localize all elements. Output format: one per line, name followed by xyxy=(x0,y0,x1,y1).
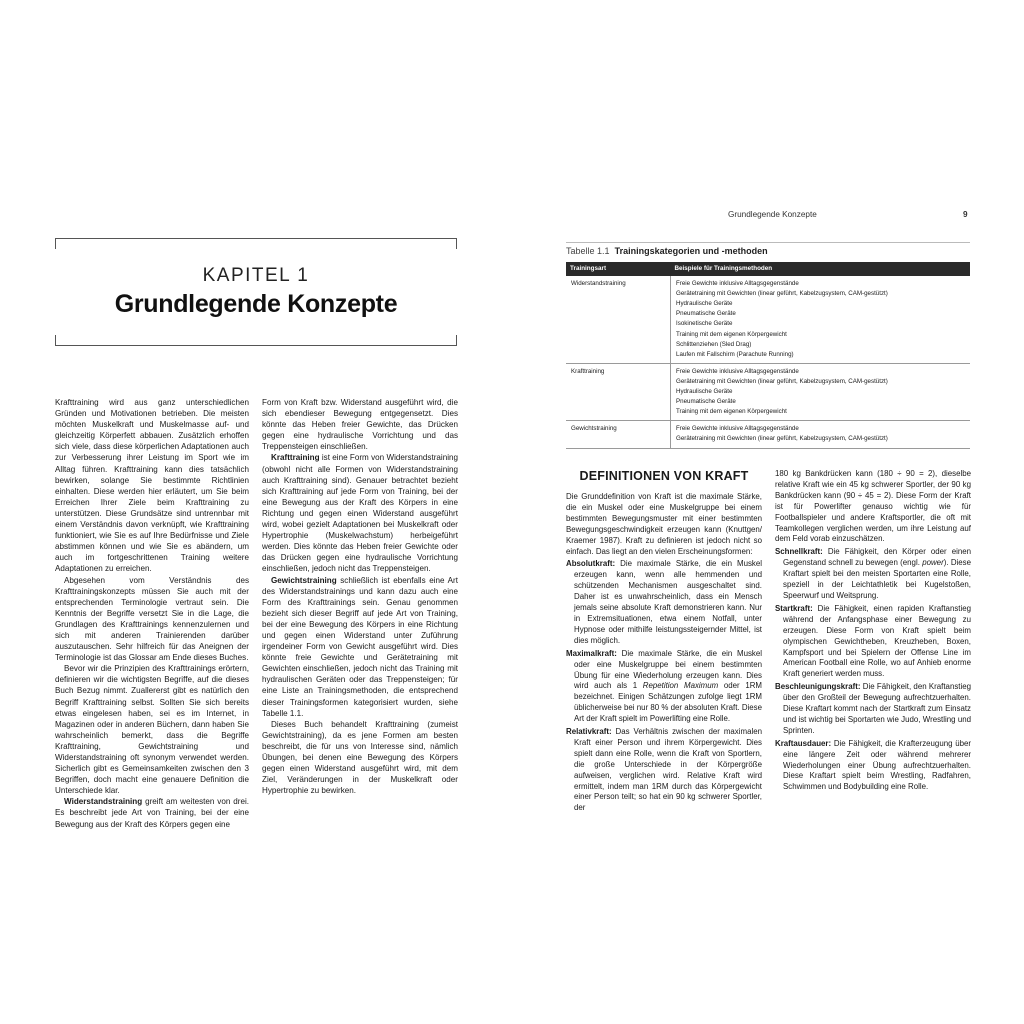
paragraph: Krafttraining wird aus ganz unterschiedlichen Gründen und Motivationen betrieben. Die meisten möchten Muskelkraft und Muskelmasse auf- und gleichzeitig Körperfett abbauen. Zusätzlich erhoffen sich viele, dass diese körperlichen Adaptationen auch zur Verbesserung ihrer Leistung im Sport wie im Alltag führen. Krafttraining kann dies tatsächlich bewirken, solange Sie bestimmte Richtlinien einhalten. Diese werden hier erläutert, um Sie beim Erreichen Ihrer Ziele beim Krafttraining zu unterstützen. Diese Grundsätze sind untrennbar mit einem Verständnis davon verknüpft, wie Krafttraining funktioniert, wie Sie es auf Ihre Bedürfnisse und Ziele abstimmen können und wie Sie es abändern, um auch im fortgeschrittenen Training weitere Adaptationen zu erreichen. xyxy=(55,398,249,574)
definition xyxy=(775,682,971,737)
term-text: Die Fähigkeit, die Krafterzeugung über eine längere Zeit oder während mehrerer Wiederholungen einer Übung aufrechtzuerhalten. Diese Kraftart spielt beim Wrestling, Radfahren, Schwimmen und Bodybuilding eine Rolle. xyxy=(783,738,971,792)
definition xyxy=(566,727,762,814)
term: Krafttraining xyxy=(271,453,320,463)
left-column-1 xyxy=(55,397,249,830)
chapter-title: Grundlegende Konzepte xyxy=(114,290,398,318)
table-row xyxy=(566,276,970,363)
definition-list xyxy=(566,559,762,814)
table-header-row xyxy=(566,262,970,276)
term: Maximalkraft: xyxy=(566,648,617,658)
example-item: Training mit dem eigenen Körpergewicht xyxy=(676,330,787,338)
definition xyxy=(775,739,971,794)
definition xyxy=(566,649,762,725)
table-cell-type: Widerstandstraining xyxy=(566,276,671,363)
definition xyxy=(775,604,971,680)
table-cell-examples xyxy=(671,363,971,420)
term: Schnellkraft: xyxy=(775,547,823,557)
term-text: Die Fähigkeit, einen rapiden Kraftanstieg während der Anfangsphase einer Bewegung zu erzeugen. Diese Form von Kraft spielt beim olympischen Gewichtheben, Kreuzheben, Boxen, Kampfsport und bei Spielern der Offense Line im American Football eine Rolle, wo auf Anhieb enorme Kraft generiert werden muss. xyxy=(783,603,971,679)
example-item: Laufen mit Fallschirm (Parachute Running) xyxy=(676,350,794,358)
paragraph xyxy=(262,575,458,719)
term-text: Die Fähigkeit, den Kraftanstieg über den Großteil der Bewegung aufrechtzuerhalten. Diese Kraftart kommt nach der Startkraft zum Einsatz und ist wichtig bei Sportarten wie Judo, Wrestling und Sprinten. xyxy=(783,682,971,735)
example-item: Isokinetische Geräte xyxy=(676,320,733,328)
table-header-cell: Trainingsart xyxy=(566,262,671,276)
example-item: Gerätetraining mit Gewichten (linear geführt, Kabelzugsystem, CAM-gestützt) xyxy=(676,377,888,385)
term: Widerstandstraining xyxy=(64,797,143,807)
term: Absolutkraft: xyxy=(566,559,616,569)
term-italic: Repetition Maximum xyxy=(642,681,719,691)
table-cell-type: Gewichtstraining xyxy=(566,421,671,448)
term: Gewichtstraining xyxy=(271,575,337,585)
term-text: Die maximale Stärke, die ein Muskel oder eine Muskelgruppe bei einem bestimmten Übung für eine Wiederholung erzeugen kann. Dies wird auch als 1 xyxy=(574,648,762,691)
term: Startkraft: xyxy=(775,603,813,613)
example-item: Pneumatische Geräte xyxy=(676,398,736,406)
paragraph: Die Grunddefinition von Kraft ist die maximale Stärke, die ein Muskel oder eine Muskelgruppe bei einem bestimmten Bewegungsmuster mit einer bestimmten Bewegungsgeschwindigkeit erzeugen kann (Knuttgen/ Kraemer 1987). Kraft zu definieren ist jedoch nicht so einfach. Das liegt an den vielen Erscheinungsformen: xyxy=(566,492,762,556)
chapter-label: KAPITEL 1 xyxy=(202,265,310,286)
paragraph: Dieses Buch behandelt Krafttraining (zumeist Gewichtstraining), da es jene Formen am besten beschreibt, die für uns von Interesse sind, nämlich Übungen, bei denen eine Bewegung des Körpers gegen einen Widerstand ausgeführt wird, mit dem Ziel, Veränderungen in der Muskelkraft oder Hypertrophie zu bewirken. xyxy=(262,719,458,796)
example-item: Freie Gewichte inklusive Alltagsgegenstände xyxy=(676,280,799,288)
paragraph: 180 kg Bankdrücken kann (180 ÷ 90 = 2), dieselbe relative Kraft wie ein 45 kg schwerer Sportler, der 90 kg Bankdrücken kann (90 ÷ 45 = 2). Diese Form der Kraft ist für Powerlifter genauso wichtig wie für Footballspieler und andere Kraftsportler, die oft mit Teamkollegen verglichen werden, um ihre Leistung auf dem Feld vorab einzuschätzen. xyxy=(775,469,971,544)
example-item: Training mit dem eigenen Körpergewicht xyxy=(676,408,787,416)
table-label: Tabelle 1.1 xyxy=(566,246,610,256)
term-text: schließlich ist ebenfalls eine Art des Widerstandstrainings und kann dazu auch eine Form des Krafttrainings sein. Genau genommen bezieht sich dieser Begriff auf jede Art von Training, bei der eine Bewegung des Körpers in eine Richtung und gegen einen Widerstand unter Zuführung irgendeiner Form von Gewicht ausgeführt wird. Dies könnte freie Gewichte und Gerätetraining mit Gewichten einschließen, jedoch nicht das Training mit hydraulischen Geräten oder das Treppensteigen; für eine Liste an Trainingsmethoden, die entsprechend dieser Trainingsformen kategorisiert wurden, siehe Tabelle 1.1. xyxy=(262,575,458,718)
term-text: oder 1RM bezeichnet. Einigen Schätzungen zufolge liegt 1RM üblicherweise bei nur 80 % der absoluten Kraft. Diese Art der Kraft spielt im Powerlifting eine Rolle. xyxy=(574,681,762,724)
section-heading: DEFINITIONEN VON KRAFT xyxy=(579,469,749,483)
example-item: Hydraulische Geräte xyxy=(676,388,733,396)
example-item: Hydraulische Geräte xyxy=(676,300,733,308)
term: Beschleunigungskraft: xyxy=(775,682,861,692)
table-row xyxy=(566,363,970,420)
training-table xyxy=(566,262,970,449)
definition-list xyxy=(775,547,971,793)
term-text: ist eine Form von Widerstandstraining (obwohl nicht alle Formen von Widerstandstraining auch Krafttraining sind). Genauer betrachtet bezieht sich Krafttraining auf jede Form von Training, bei der eine Bewegung aus der Kraft des Körpers in eine Richtung und gegen einen Widerstand ausgeführt wird, wobei gezielt Adaptationen bei Muskelkraft oder Hypertrophie (Muskelwachstum) herbeigeführt werden. Dies könnte das Heben freier Gewichte oder das Drücken gegen eine hydraulische Vorrichtung einschließen, jedoch nicht das Treppensteigen. xyxy=(262,453,458,574)
running-head: Grundlegende Konzepte xyxy=(728,210,817,219)
term-italic: power xyxy=(922,558,944,568)
term-text: Die maximale Stärke, die ein Muskel erzeugen kann, wenn alle hemmenden und schützenden Mechanismen ausgeschaltet sind. Daher ist es unwahrscheinlich, dass ein Mensch jemals seine absolute Kraft demonstrieren kann. Nur in Extremsituationen, etwa einem Notfall, unter Hypnose oder mithilfe leistungssteigernder Mittel, ist dies möglich. xyxy=(574,559,762,645)
paragraph: Bevor wir die Prinzipien des Krafttrainings erörtern, definieren wir die wichtigsten Begriffe, auf die dieses Buch Bezug nimmt. Zuallererst gibt es natürlich den Begriff Krafttraining selbst. Sollten Sie sich bereits etwas eingelesen haben, sei es im Internet, in Magazinen oder in anderen Büchern, dann haben Sie wahrscheinlich bemerkt, dass die Begriffe Krafttraining, Gewichtstraining und Widerstandstraining oft synonym verwendet werden. Sicherlich gibt es Gemeinsamkeiten zwischen den 3 Begriffen, doch macht eine genauere Definition die Unterschiede klar. xyxy=(55,664,249,796)
table-caption xyxy=(566,246,768,256)
term-text: ). Diese Kraftart spielt bei den meisten Sportarten eine Rolle, speziell in der Leichtathletik bei Kugelstoßen, Speerwurf und Weitsprung. xyxy=(783,558,972,600)
paragraph: Form von Kraft bzw. Widerstand ausgeführt wird, die sich ebendieser Bewegung entgegensetzt. Dies könnte das Heben freier Gewichte, das Drücken gegen eine hydraulische Vorrichtung und das Treppensteigen einschließen. xyxy=(262,398,458,452)
table-cell-type: Krafttraining xyxy=(566,363,671,420)
definition xyxy=(566,559,762,646)
example-item: Schlittenziehen (Sled Drag) xyxy=(676,340,752,348)
table-title: Trainingskategorien und -methoden xyxy=(614,246,768,256)
table-top-rule xyxy=(566,242,970,243)
example-item: Pneumatische Geräte xyxy=(676,310,736,318)
right-column-2 xyxy=(775,469,971,793)
table-row xyxy=(566,421,970,448)
example-item: Freie Gewichte inklusive Alltagsgegenstände xyxy=(676,425,799,433)
term-text: greift am weitesten von drei. Es beschreibt jede Art von Training, bei der eine Bewegung aus der Kraft des Körpers gegen eine xyxy=(55,797,249,829)
left-column-2 xyxy=(262,397,458,796)
term: Kraftausdauer: xyxy=(775,738,832,748)
term-text: Das Verhältnis zwischen der maximalen Kraft einer Person und ihrem Körpergewicht. Dies spielt dann eine Rolle, wenn die Kraft von Sportlern, die große Unterschiede in der Körpergröße aufweisen, verglichen wird. Relative Kraft wird ermittelt, indem man 1RM durch das Körpergewicht einer Person teilt; so hat ein 90 kg schwerer Sportler, der xyxy=(574,727,762,813)
example-item: Gerätetraining mit Gewichten (linear geführt, Kabelzugsystem, CAM-gestützt) xyxy=(676,435,888,443)
paragraph xyxy=(262,452,458,574)
table-cell-examples xyxy=(671,421,971,448)
definition xyxy=(775,547,971,602)
page-number: 9 xyxy=(963,210,968,219)
example-item: Freie Gewichte inklusive Alltagsgegenstände xyxy=(676,367,799,375)
table-header-cell: Beispiele für Trainingsmethoden xyxy=(671,262,971,276)
table-cell-examples xyxy=(671,276,971,363)
paragraph xyxy=(55,796,249,829)
term: Relativkraft: xyxy=(566,727,612,737)
term-text: Die Fähigkeit, den Körper oder einen Gegenstand schnell zu bewegen (engl. xyxy=(783,547,971,568)
paragraph: Abgesehen vom Verständnis des Krafttrainingskonzepts müssen Sie auch mit der entsprechenden Terminologie vertraut sein. Die Kenntnis der Begriffe versetzt Sie in die Lage, die Grundlagen des Krafttrainings kennenzulernen und sich mit anderen Trainierenden darüber auszutauschen. Sehr hilfreich für das Aneignen der Terminologie ist das Glossar am Ende dieses Buches. xyxy=(55,575,249,663)
example-item: Gerätetraining mit Gewichten (linear geführt, Kabelzugsystem, CAM-gestützt) xyxy=(676,290,888,298)
right-column-1 xyxy=(566,492,762,814)
